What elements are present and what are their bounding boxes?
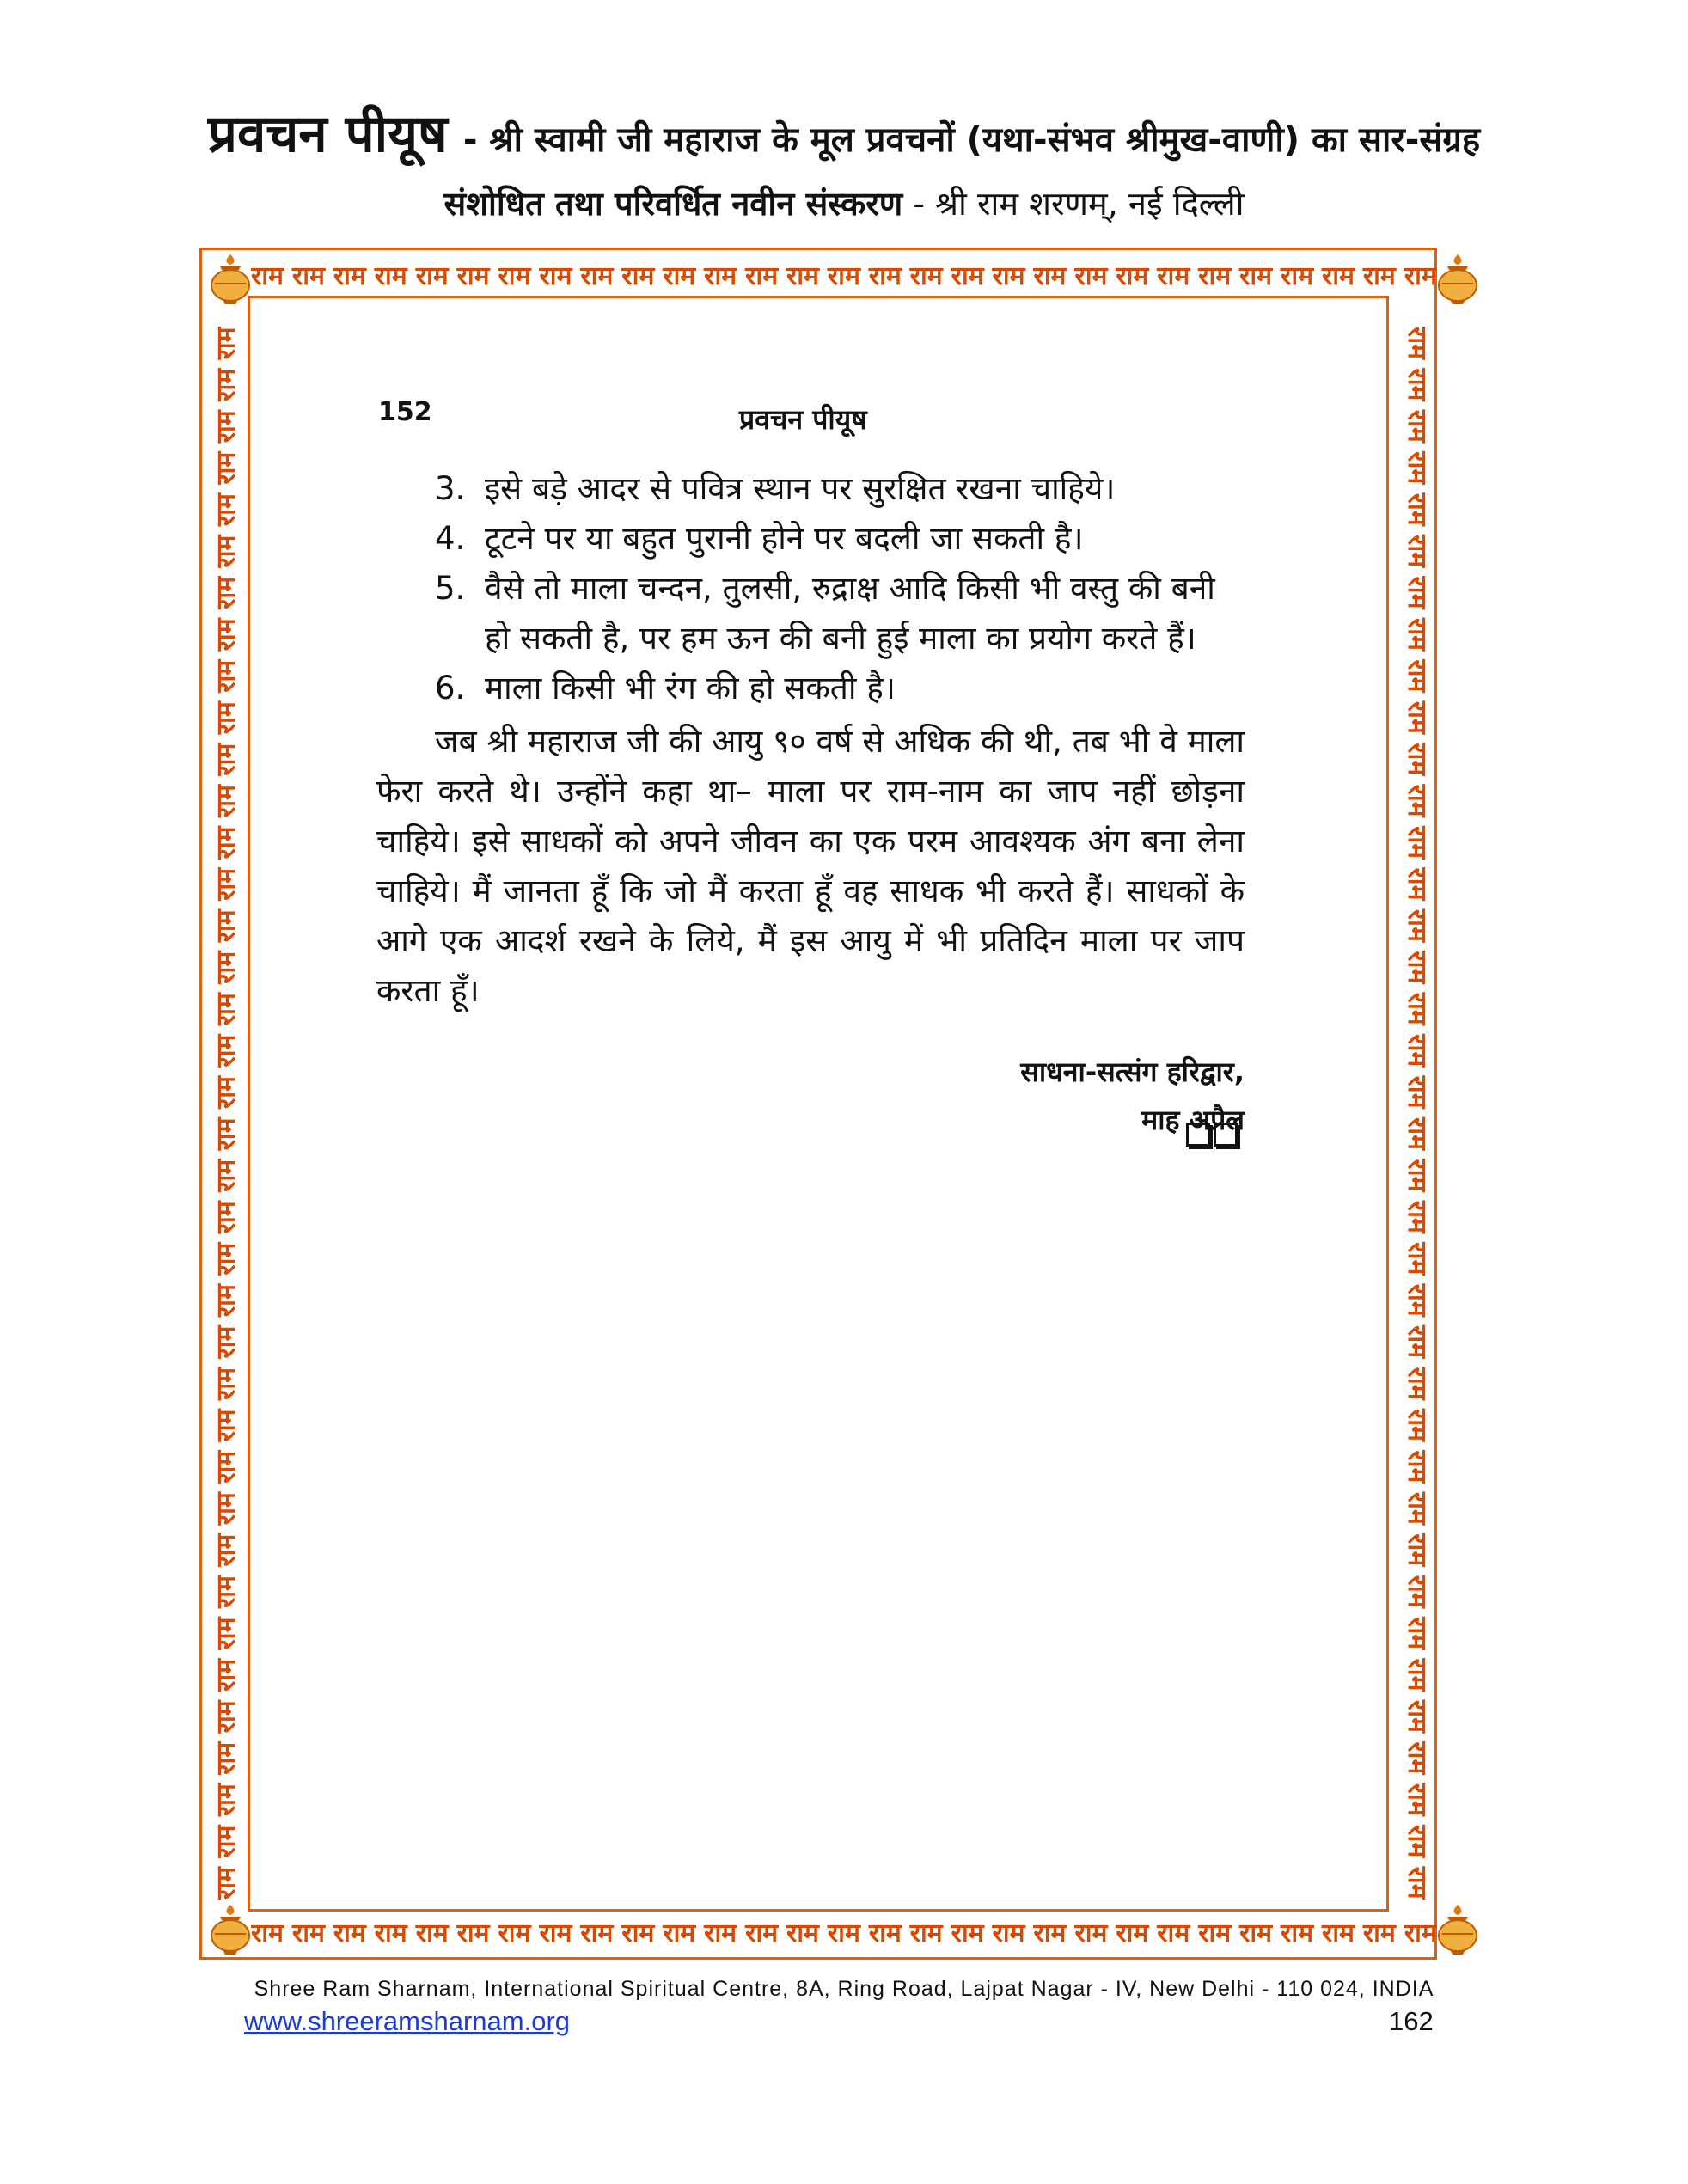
ram-word: राम [211,1034,242,1068]
book-subtitle: - श्री स्वामी जी महाराज के मूल प्रवचनों (यथा-संभव श्रीमुख-वाणी) का सार-संग्रह [462,120,1481,160]
signature-date: माह अप्रैल [1141,1104,1245,1136]
ram-word: राम [456,261,490,291]
scanned-page-number: 152 [378,397,432,427]
ram-word: राम [1402,327,1432,359]
ram-word: राम [1198,261,1232,291]
list-item [435,464,1245,514]
ram-word: राम [211,535,242,568]
ram-word: राम [211,909,242,943]
ram-word: राम [1402,492,1432,526]
ram-word: राम [992,261,1025,291]
ram-word: राम [211,1825,242,1858]
ram-word: राम [333,1918,366,1948]
ram-word: राम [211,1409,242,1442]
ram-word: राम [211,1076,242,1109]
ram-word: राम [1239,1918,1273,1948]
footer-address: Shree Ram Sharnam, International Spiritual Centre, 8A, Ring Road, Lajpat Nagar - IV, New Delhi - 110 024, INDIA [254,1977,1434,2001]
ram-word: राम [211,1450,242,1484]
ram-word: राम [1402,1491,1432,1525]
ram-word: राम [539,1918,572,1948]
ram-word: राम [498,1918,531,1948]
ram-word: राम [786,1918,819,1948]
ram-word: राम [1321,261,1355,291]
ram-word: राम [868,261,902,291]
ram-word: राम [374,1918,407,1948]
ram-word: राम [374,261,407,291]
signature-block [376,1048,1245,1144]
ram-word: राम [1074,261,1108,291]
ram-word: राम [1402,451,1432,485]
ram-word: राम [1402,659,1432,693]
list-text: टूटने पर या बहुत पुरानी होने पर बदली जा सकती है। [485,520,1084,557]
list-number: 3. [435,470,466,507]
ram-word: राम [1239,261,1273,291]
ram-word: राम [1402,1325,1432,1359]
ram-word: राम [827,261,860,291]
ram-word: राम [211,576,242,609]
ram-word: राम [1402,576,1432,609]
ram-word: राम [211,1492,242,1526]
ram-word: राम [663,1918,696,1948]
kalash-icon [1430,1901,1485,1956]
pdf-page-number: 162 [1389,2006,1434,2036]
ram-word: राम [745,1918,779,1948]
ram-word: राम [1321,1918,1355,1948]
ram-word: राम [1402,409,1432,443]
document-header [0,103,1688,225]
ram-word: राम [1402,1200,1432,1233]
ram-word: राम [211,743,242,776]
ram-word: राम [211,701,242,735]
ram-word: राम [1402,1617,1432,1650]
ram-word: राम [211,1575,242,1609]
ram-word: राम [211,1533,242,1567]
ram-word: राम [868,1918,902,1948]
ram-word: राम [580,261,614,291]
ram-word: राम [663,261,696,291]
signature-place: साधना-सत्संग हरिद्वार, [1020,1055,1245,1088]
ram-word: राम [1402,826,1432,860]
ram-word: राम [1402,908,1432,942]
ram-word: राम [211,993,242,1026]
kalash-icon [1430,251,1485,306]
ram-word: राम [211,867,242,901]
ram-word: राम [1404,261,1437,291]
ram-word: राम [951,1918,984,1948]
ram-border-left [206,327,248,1900]
ram-word: राम [211,1201,242,1234]
ram-word: राम [1402,1034,1432,1068]
ram-word: राम [1402,617,1432,651]
ram-word: राम [1116,261,1149,291]
ram-word: राम [211,1867,242,1900]
ram-word: राम [211,1159,242,1192]
ram-word: राम [333,261,366,291]
list-text: इसे बड़े आदर से पवित्र स्थान पर सुरक्षित रखना चाहिये। [485,470,1116,507]
publisher-text: - श्री राम शरणम्, नई दिल्ली [913,185,1245,223]
ram-border-bottom [251,1913,1437,1955]
ram-word: राम [1281,261,1314,291]
ram-word: राम [1362,1918,1396,1948]
ram-word: राम [704,261,737,291]
ram-word: राम [1402,535,1432,568]
ram-word: राम [1402,743,1432,776]
ram-word: राम [909,261,943,291]
ram-word: राम [211,451,242,485]
ram-word: राम [1402,992,1432,1025]
ram-word: राम [211,410,242,444]
header-title-line [0,103,1688,165]
ram-word: राम [1402,1450,1432,1484]
ram-word: राम [1402,1283,1432,1317]
ram-word: राम [1402,1075,1432,1109]
list-number: 4. [435,520,466,557]
ram-word: राम [1404,1918,1437,1948]
ram-word: राम [211,659,242,693]
ram-word: राम [580,1918,614,1948]
kalash-icon [203,1901,258,1956]
ram-word: राम [1402,1866,1432,1900]
ram-word: राम [498,261,531,291]
website-link[interactable]: www.shreeramsharnam.org [244,2006,571,2036]
list-item [435,664,1245,713]
ram-word: राम [745,261,779,291]
ram-word: राम [415,1918,449,1948]
ram-word: राम [211,951,242,984]
ram-word: राम [827,1918,860,1948]
body-paragraph: जब श्री महाराज जी की आयु ९० वर्ष से अधिक की थी, तब भी वे माला फेरा करते थे। उन्होंने कहा था– माला पर राम-नाम का जाप नहीं छोड़ना चाहिये। इसे साधकों को अपने जीवन का एक परम आवश्यक अंग बना लेना चाहिये। मैं जानता हूँ कि जो मैं करता हूँ वह साधक भी करते हैं। साधकों के आगे एक आदर्श रखने के लिये, मैं इस आयु में भी प्रतिदिन माला पर जाप करता हूँ। [376,723,1245,1009]
ram-word: राम [786,261,819,291]
list-item [435,564,1245,664]
end-mark-icon [1183,1123,1238,1150]
ram-word: राम [211,1783,242,1817]
ram-word: राम [1402,1367,1432,1400]
ram-word: राम [1033,261,1067,291]
ram-word: राम [251,261,284,291]
ram-border-top [251,256,1437,297]
ram-word: राम [1402,1575,1432,1608]
ram-word: राम [1402,1783,1432,1816]
ram-word: राम [456,1918,490,1948]
ram-word: राम [291,1918,325,1948]
ram-word: राम [992,1918,1025,1948]
ram-word: राम [1402,1242,1432,1276]
ram-word: राम [704,1918,737,1948]
ram-word: राम [211,1242,242,1276]
ram-word: राम [1402,1408,1432,1441]
ram-word: राम [211,1117,242,1151]
ram-word: राम [1157,1918,1190,1948]
ram-word: राम [1198,1918,1232,1948]
ram-word: राम [211,1658,242,1692]
ram-word: राम [1402,867,1432,901]
edition-text: संशोधित तथा परिवर्धित नवीन संस्करण [443,185,903,223]
ram-word: राम [539,261,572,291]
kalash-icon [203,251,258,306]
ram-word: राम [211,1700,242,1734]
ram-word: राम [1074,1918,1108,1948]
ram-word: राम [211,493,242,527]
ram-word: राम [951,261,984,291]
ram-word: राम [251,1918,284,1948]
ram-word: राम [291,261,325,291]
header-edition-line [0,180,1688,225]
ram-word: राम [1402,1699,1432,1733]
ram-word: राम [211,1367,242,1400]
ram-word: राम [415,261,449,291]
ram-word: राम [621,1918,655,1948]
running-head: प्रवचन पीयूष [739,403,867,436]
ram-word: राम [211,1617,242,1650]
ram-word: राम [211,785,242,818]
list-text: वैसे तो माला चन्दन, तुलसी, रुद्राक्ष आदि किसी भी वस्तु की बनी हो सकती है, पर हम ऊन की बनी हुई माला का प्रयोग करते हैं। [485,570,1215,657]
list-text: माला किसी भी रंग की हो सकती है। [485,670,896,707]
ram-word: राम [1402,368,1432,401]
book-title: प्रवचन पीयूष [207,104,448,164]
ram-word: राम [1402,1117,1432,1150]
ram-word: राम [1402,1825,1432,1858]
ram-word: राम [211,1741,242,1775]
ram-word: राम [1402,1533,1432,1567]
ram-word: राम [1362,261,1396,291]
ram-word: राम [1402,1741,1432,1775]
ram-word: राम [909,1918,943,1948]
list-item [435,514,1245,564]
ram-word: राम [1402,784,1432,817]
list-number: 5. [435,570,466,607]
ram-word: राम [1033,1918,1067,1948]
ram-word: राम [211,368,242,401]
ram-word: राम [1402,951,1432,984]
ram-word: राम [1157,261,1190,291]
ram-word: राम [211,826,242,860]
ram-border-right [1396,327,1437,1900]
ram-word: राम [211,1284,242,1318]
scanned-page-content [376,464,1245,1144]
ram-word: राम [211,1325,242,1359]
ram-word: राम [211,618,242,652]
ram-word: राम [1402,700,1432,734]
ram-word: राम [1402,1658,1432,1692]
ram-word: राम [1402,1159,1432,1192]
ram-word: राम [211,327,242,360]
ram-word: राम [1116,1918,1149,1948]
list-number: 6. [435,670,466,707]
ram-word: राम [1281,1918,1314,1948]
ram-word: राम [621,261,655,291]
